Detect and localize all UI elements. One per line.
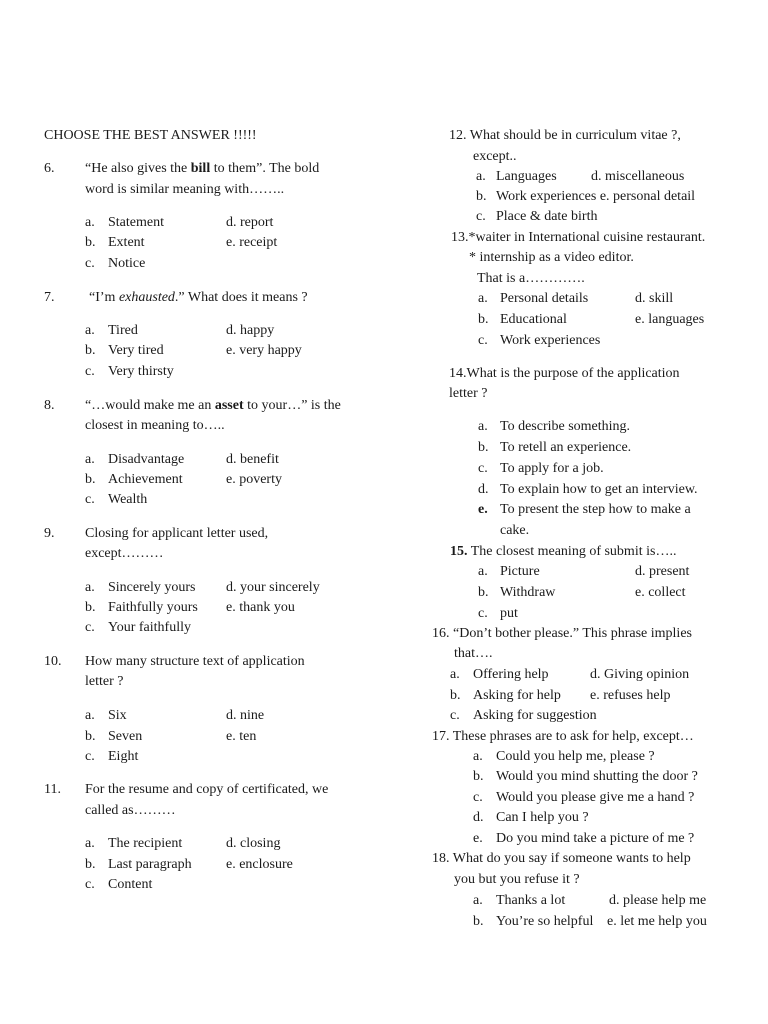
option-c[interactable]: c. To apply for a job. <box>478 461 604 476</box>
option-e[interactable]: e. To present the step how to make a <box>478 502 691 517</box>
option-b[interactable]: b. Last paragraph <box>85 857 192 872</box>
option-e[interactable]: e. receipt <box>226 235 278 250</box>
question-text-cont: letter ? <box>85 674 124 689</box>
question-text: “He also gives the bill to them”. The bold <box>85 161 320 176</box>
option-b[interactable]: b. To retell an experience. <box>478 440 632 455</box>
question-text-cont: letter ? <box>449 386 488 401</box>
option-e[interactable]: e. thank you <box>226 600 295 615</box>
option-b[interactable]: b. You’re so helpful <box>473 914 594 929</box>
option-b[interactable]: b. Asking for help <box>450 688 561 703</box>
question-text: “…would make me an asset to your…” is the <box>85 398 341 413</box>
option-c[interactable]: c. Notice <box>85 256 146 271</box>
option-d[interactable]: d. closing <box>226 836 281 851</box>
option-b[interactable]: b. Faithfully yours <box>85 600 198 615</box>
option-c[interactable]: c. Wealth <box>85 492 148 507</box>
option-a[interactable]: a. The recipient <box>85 836 183 851</box>
option-c[interactable]: c. put <box>478 606 518 621</box>
option-d[interactable]: d. present <box>635 564 690 579</box>
option-a[interactable]: a. To describe something. <box>478 419 631 434</box>
option-a[interactable]: a. Statement <box>85 215 164 230</box>
question-number: 10. <box>44 654 62 669</box>
question-text-cont: that…. <box>454 646 493 661</box>
question-text: How many structure text of application <box>85 654 305 669</box>
option-e[interactable]: e. ten <box>226 729 257 744</box>
option-e[interactable]: e. refuses help <box>590 688 671 703</box>
question-text: 15. The closest meaning of submit is….. <box>450 544 677 559</box>
option-d[interactable]: d. happy <box>226 323 275 338</box>
option-a[interactable]: a. Languages <box>476 169 557 184</box>
option-a[interactable]: a. Disadvantage <box>85 452 185 467</box>
option-d[interactable]: d. benefit <box>226 452 279 467</box>
option-a[interactable]: a. Offering help <box>450 667 549 682</box>
option-c[interactable]: c. Content <box>85 877 153 892</box>
option-c[interactable]: c. Eight <box>85 749 139 764</box>
question-number: 8. <box>44 398 55 413</box>
question-number: 6. <box>44 161 55 176</box>
question-text: 13.*waiter in International cuisine restaurant. <box>451 230 706 245</box>
option-e[interactable]: e. collect <box>635 585 686 600</box>
option-b[interactable]: b. Extent <box>85 235 145 250</box>
question-text: For the resume and copy of certificated, we <box>85 782 329 797</box>
option-c[interactable]: c. Would you please give me a hand ? <box>473 790 695 805</box>
option-d[interactable]: d. To explain how to get an interview. <box>478 482 698 497</box>
question-text: 16. “Don’t bother please.” This phrase implies <box>432 626 692 641</box>
option-d[interactable]: d. your sincerely <box>226 580 320 595</box>
question-number: 7. <box>44 290 55 305</box>
option-b[interactable]: b. Withdraw <box>478 585 556 600</box>
option-c[interactable]: c. Work experiences <box>478 333 601 348</box>
question-text-cont: * internship as a video editor. <box>469 250 634 265</box>
option-b[interactable]: b. Achievement <box>85 472 183 487</box>
option-d[interactable]: d. please help me <box>609 893 707 908</box>
question-text-cont: closest in meaning to….. <box>85 418 225 433</box>
option-b[interactable]: b. Very tired <box>85 343 164 358</box>
question-text: “I’m exhausted.” What does it means ? <box>89 290 308 305</box>
option-a[interactable]: a. Personal details <box>478 291 589 306</box>
option-b[interactable]: b. Would you mind shutting the door ? <box>473 769 698 784</box>
question-text-cont: That is a…………. <box>477 271 585 286</box>
option-e[interactable]: e. let me help you <box>607 914 707 929</box>
question-text-cont: word is similar meaning with…….. <box>85 182 285 197</box>
option-c[interactable]: c. Place & date birth <box>476 209 598 224</box>
question-text: 14.What is the purpose of the application <box>449 366 680 381</box>
option-a[interactable]: a. Sincerely yours <box>85 580 196 595</box>
question-number: 11. <box>44 782 61 797</box>
question-text: 17. These phrases are to ask for help, except… <box>432 729 694 744</box>
option-d[interactable]: d. skill <box>635 291 674 306</box>
option-a[interactable]: a. Tired <box>85 323 138 338</box>
option-b[interactable]: b. Seven <box>85 729 143 744</box>
question-text-cont: you but you refuse it ? <box>454 872 580 887</box>
question-text-cont: called as……… <box>85 803 176 818</box>
option-e[interactable]: e. poverty <box>226 472 282 487</box>
option-a[interactable]: a. Picture <box>478 564 540 579</box>
option-e[interactable]: e. languages <box>635 312 705 327</box>
option-d[interactable]: d. report <box>226 215 274 230</box>
question-number: 9. <box>44 526 55 541</box>
option-d[interactable]: d. nine <box>226 708 265 723</box>
option-e[interactable]: e. enclosure <box>226 857 293 872</box>
question-text: 12. What should be in curriculum vitae ?, <box>449 128 681 143</box>
option-a[interactable]: a. Thanks a lot <box>473 893 566 908</box>
question-text: 18. What do you say if someone wants to help <box>432 851 691 866</box>
option-d[interactable]: d. Can I help you ? <box>473 810 589 825</box>
question-text-cont: except.. <box>473 149 517 164</box>
worksheet-heading: CHOOSE THE BEST ANSWER !!!!! <box>44 128 257 143</box>
option-b[interactable]: b. Work experiences e. personal detail <box>476 189 696 204</box>
option-e-cont: cake. <box>500 523 530 538</box>
option-e[interactable]: e. Do you mind take a picture of me ? <box>473 831 695 846</box>
option-a[interactable]: a. Could you help me, please ? <box>473 749 655 764</box>
option-a[interactable]: a. Six <box>85 708 127 723</box>
option-d[interactable]: d. Giving opinion <box>590 667 690 682</box>
option-b[interactable]: b. Educational <box>478 312 567 327</box>
option-c[interactable]: c. Your faithfully <box>85 620 191 635</box>
question-text: Closing for applicant letter used, <box>85 526 269 541</box>
option-e[interactable]: e. very happy <box>226 343 302 358</box>
option-c[interactable]: c. Very thirsty <box>85 364 174 379</box>
option-d[interactable]: d. miscellaneous <box>591 169 685 184</box>
question-text-cont: except……… <box>85 546 164 561</box>
option-c[interactable]: c. Asking for suggestion <box>450 708 597 723</box>
